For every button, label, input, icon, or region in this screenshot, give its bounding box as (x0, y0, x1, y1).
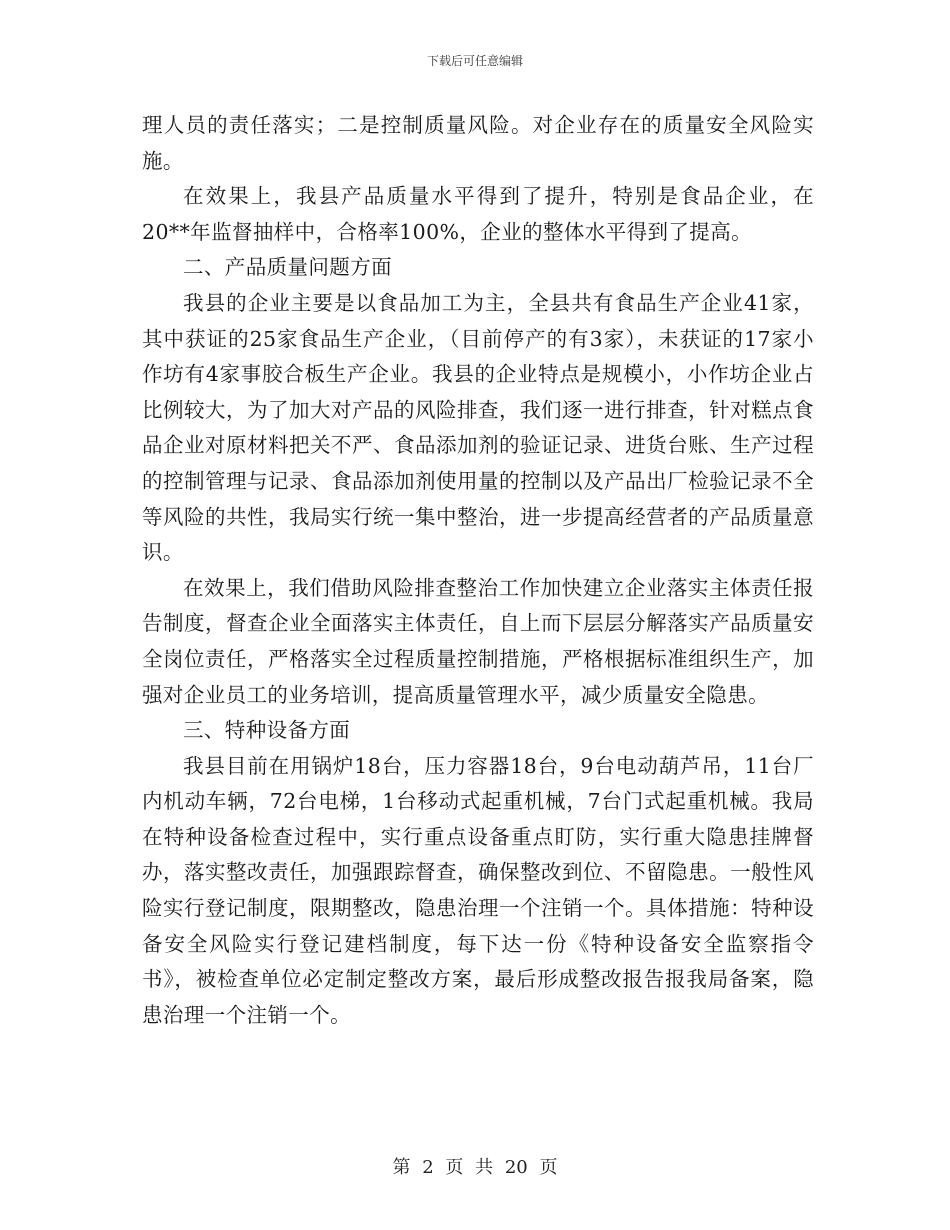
paragraph-special-equipment: 我县目前在用锅炉18台，压力容器18台，9台电动葫芦吊，11台厂内机动车辆，72台电梯，1台移动式起重机械，7台门式起重机械。我局在特种设备检查过程中，实行重点设备重点盯防，实行重大隐患挂牌督办，落实整改责任，加强跟踪督查，确保整改到位、不留隐患。一般性风险实行登记制度，限期整改，隐患治理一个注销一个。具体措施：特种设备安全风险实行登记建档制度，每下达一份《特种设备安全监察指令书》，被检查单位必定制定整改方案，最后形成整改报告报我局备案，隐患治理一个注销一个。 (142, 753, 814, 1027)
paragraph-product-quality-effect: 在效果上，我们借助风险排查整治工作加快建立企业落实主体责任报告制度，督查企业全面落实主体责任，自上而下层层分解落实产品质量安全岗位责任，严格落实全过程质量控制措施，严格根据标准组织生产，加强对企业员工的业务培训，提高质量管理水平，减少质量安全隐患。 (142, 575, 814, 707)
section-heading-special-equipment: 三、特种设备方面 (183, 718, 351, 743)
section-heading-product-quality: 二、产品质量问题方面 (183, 255, 392, 280)
body-text (142, 108, 814, 1033)
paragraph-continued: 理人员的责任落实；二是控制质量风险。对企业存在的质量安全风险实施。 (142, 113, 814, 173)
paragraph-product-quality: 我县的企业主要是以食品加工为主，全县共有食品生产企业41家，其中获证的25家食品生产企业，（目前停产的有3家），未获证的17家小作坊有4家事胶合板生产企业。我县的企业特点是规模小，小作坊企业占比例较大，为了加大对产品的风险排查，我们逐一进行排查，针对糕点食品企业对原材料把关不严、食品添加剂的验证记录、进货台账、生产过程的控制管理与记录、食品添加剂使用量的控制以及产品出厂检验记录不全等风险的共性，我局实行统一集中整治，进一步提高经营者的产品质量意识。 (142, 290, 814, 565)
paragraph-effect-intro: 在效果上，我县产品质量水平得到了提升，特别是食品企业，在20**年监督抽样中，合格率100%，企业的整体水平得到了提高。 (142, 184, 814, 244)
page-number-footer: 第 2 页 共 20 页 (392, 1157, 558, 1178)
header-note: 下载后可任意编辑 (426, 54, 523, 68)
